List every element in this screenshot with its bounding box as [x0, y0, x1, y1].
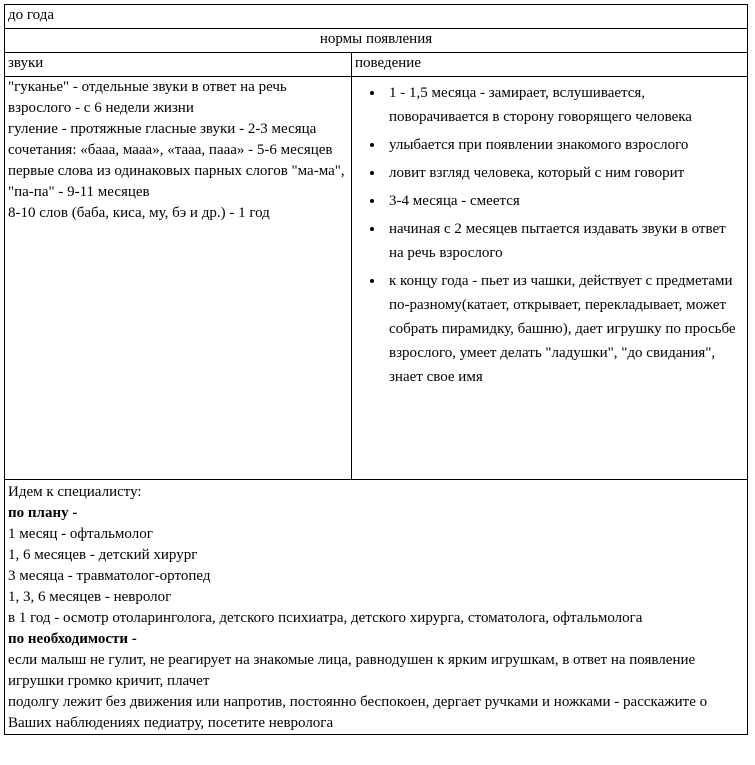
needed-item: подолгу лежит без движения или напротив, постоянно беспокоен, дергает ручками и ножками - расскажите о Ваших наблюдениях педиатру, посетите невролога: [8, 694, 708, 731]
sound-item: "гуканье" - отдельные звуки в ответ на речь взрослого - с 6 недели жизни: [8, 79, 287, 116]
behavior-item: • ловит взгляд человека, который с ним говорит: [385, 161, 744, 185]
column-header-row: [5, 53, 748, 77]
sounds-cell: [5, 77, 352, 480]
specialists-cell: [5, 480, 748, 735]
planned-item: 1, 3, 6 месяцев - невролог: [8, 589, 172, 605]
development-table: [4, 4, 748, 735]
sounds-column-header: звуки: [5, 53, 352, 77]
sound-item: 8-10 слов (баба, киса, му, бэ и др.) - 1 год: [8, 205, 270, 221]
needed-item: если малыш не гулит, не реагирует на знакомые лица, равнодушен к ярким игрушкам, в ответ на появление игрушки громко кричит, плачет: [8, 652, 696, 689]
sound-item: первые слова из одинаковых парных слогов "ма-ма", "па-па" - 9-11 месяцев: [8, 163, 345, 200]
sound-item: гуление - протяжные гласные звуки - 2-3 месяца: [8, 121, 317, 137]
specialists-row: [5, 480, 748, 735]
title-row: [5, 5, 748, 29]
behavior-column-header: поведение: [352, 53, 748, 77]
document-page: [4, 4, 748, 735]
planned-title: по плану -: [8, 505, 78, 521]
norms-header-row: [5, 29, 748, 53]
planned-item: 3 месяца - травматолог-ортопед: [8, 568, 211, 584]
norms-content-row: [5, 77, 748, 480]
planned-item: 1 месяц - офтальмолог: [8, 526, 153, 542]
specialists-intro: Идем к специалисту:: [8, 484, 142, 500]
planned-item: 1, 6 месяцев - детский хирург: [8, 547, 198, 563]
needed-title: по необходимости -: [8, 631, 137, 647]
behavior-item: • к концу года - пьет из чашки, действует с предметами по-разному(катает, открывает, перекладывает, может собрать пирамидку, башню), дает игрушку по просьбе взрослого, умеет делать "ладушки", "до свидания", знает свое имя: [385, 269, 744, 389]
behavior-item: • улыбается при появлении знакомого взрослого: [385, 133, 744, 157]
behavior-item: • 1 - 1,5 месяца - замирает, вслушивается, поворачивается в сторону говорящего человека: [385, 81, 744, 129]
sound-item: сочетания: «бааа, мааа», «таaа, пааа» - 5-6 месяцев: [8, 142, 333, 158]
planned-item: в 1 год - осмотр отоларинголога, детского психиатра, детского хирурга, стоматолога, офтальмолога: [8, 610, 643, 626]
behavior-item: • начиная с 2 месяцев пытается издавать звуки в ответ на речь взрослого: [385, 217, 744, 265]
behavior-cell: [352, 77, 748, 480]
norms-title: нормы появления: [5, 29, 748, 53]
behavior-item: • 3-4 месяца - смеется: [385, 189, 744, 213]
behavior-list: [355, 81, 744, 389]
age-title: до года: [5, 5, 748, 29]
